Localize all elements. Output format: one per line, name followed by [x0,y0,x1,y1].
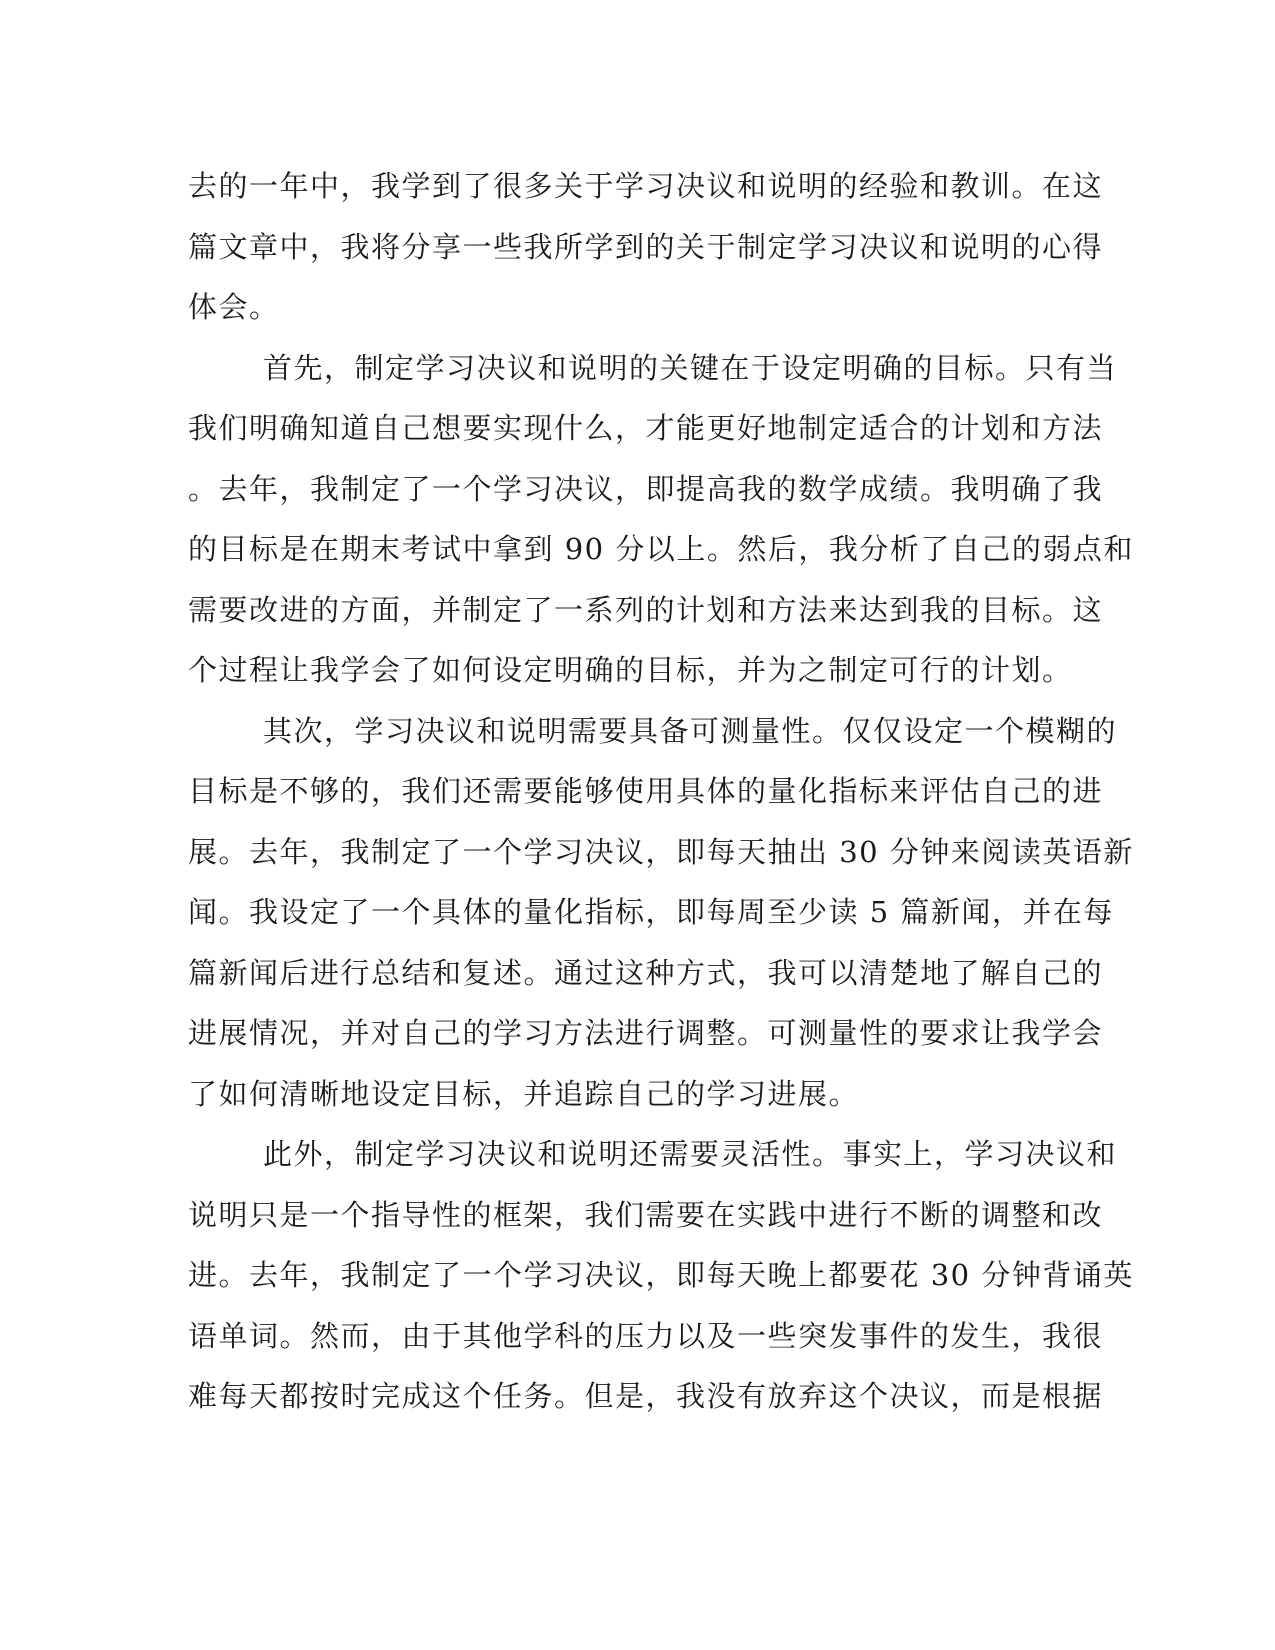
text-line: 了如何清晰地设定目标，并追踪自己的学习进展。 [188,1076,860,1111]
text-line: 去的一年中，我学到了很多关于学习决议和说明的经验和教训。在这 [188,169,1104,203]
text-line: 我们明确知道自己想要实现什么，才能更好地制定适合的计划和方法 [188,411,1104,445]
text-line: 体会。 [188,290,280,324]
text-line: 个过程让我学会了如何设定明确的目标，并为之制定可行的计划。 [188,653,1073,687]
text-line: 闻。我设定了一个具体的量化指标，即每周至少读 5 篇新闻，并在每 [188,895,1114,929]
text-line: 篇文章中，我将分享一些我所学到的关于制定学习决议和说明的心得 [188,229,1104,264]
paragraph-start-line: 此外，制定学习决议和说明还需要灵活性。事实上，学习决议和 [263,1137,1118,1171]
text-line: 目标是不够的，我们还需要能够使用具体的量化指标来评估自己的进 [188,774,1104,808]
text-line: 难每天都按时完成这个任务。但是，我没有放弃这个决议，而是根据 [188,1379,1104,1413]
text-line: 语单词。然而，由于其他学科的压力以及一些突发事件的发生，我很 [188,1318,1104,1353]
text-line: 的目标是在期末考试中拿到 90 分以上。然后，我分析了自己的弱点和 [188,532,1134,566]
paragraph-start-line: 首先，制定学习决议和说明的关键在于设定明确的目标。只有当 [263,350,1118,385]
text-line: 进展情况，并对自己的学习方法进行调整。可测量性的要求让我学会 [188,1016,1104,1050]
text-line: 需要改进的方面，并制定了一系列的计划和方法来达到我的目标。这 [188,592,1104,627]
body-text [188,156,1134,1427]
text-line: 展。去年，我制定了一个学习决议，即每天抽出 30 分钟来阅读英语新 [188,834,1134,869]
text-line: 篇新闻后进行总结和复述。通过这种方式，我可以清楚地了解自己的 [188,955,1104,990]
text-line: 说明只是一个指导性的框架，我们需要在实践中进行不断的调整和改 [188,1197,1104,1232]
text-line: 进。去年，我制定了一个学习决议，即每天晚上都要花 30 分钟背诵英 [188,1258,1134,1292]
paragraph-start-line: 其次，学习决议和说明需要具备可测量性。仅仅设定一个模糊的 [263,713,1118,748]
text-line: 。去年，我制定了一个学习决议，即提高我的数学成绩。我明确了我 [188,471,1104,506]
